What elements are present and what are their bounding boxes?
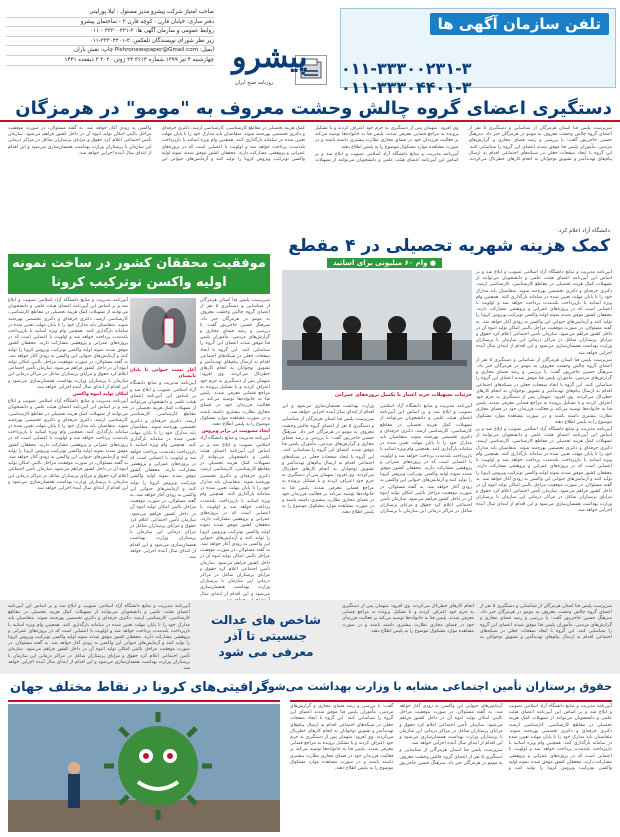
nurses-headline: حقوق پرستاران تأمین اجتماعی مشابه با وزارت بهداشت می‌شود [262, 680, 612, 693]
newspaper-logo: پیشرو [232, 40, 308, 75]
loan-kicker: دانشگاه آزاد اعلام کرد: [557, 228, 610, 234]
article-paragraph: آیین‌نامه مدیریت و منابع دانشگاه آزاد اسلامی تصویب و ابلاغ شد و بر اساس این آیین‌نامه اعضای هیئت علمی و دانشجویان می‌توانند از تسهیلات کمک هزینه تحصیلی در مقاطع کارشناسی، کارشناسی ارشد، دکتری حرفه‌ای و دکتری تخصصی بهره‌مند شوند. متقاضیان باید مدارک خود را تا پایان مهلت تعیین شده در سامانه بارگذاری کنند. همچنین وام ویژه اساتید با بازپرداخت بلندمدت پرداخت خواهد شد و اولویت با اعضایی است که در پروژه‌های عمرانی و پژوهشی مشارکت دارند. محققان کشور موفق شدند نمونه اولیه واکسن نوترکیب ویروس کرونا را تولید کنند و آزمایش‌های حیوانی این واکسن به زودی آغاز خواهد شد. به گفته مسئولان، در صورت موفقیت مراحل بالینی امکان تولید انبوه آن در داخل کشور فراهم می‌شود. سازمان تأمین اجتماعی اعلام کرد حقوق و مزایای پرستاران شاغل در مراکز درمانی این سازمان با پرستاران وزارت بهداشت همسان‌سازی می‌شود و این اقدام از ابتدای سال آینده اجرایی خواهد شد. [130, 381, 196, 561]
article-paragraph: سرپرست پلیس فتا استان هرمزگان از شناسایی و دستگیری ۵ نفر از اعضای گروه چالش وحشت معروف به مومو در هرمزگان خبر داد. سرهنگ حسین حاجی‌پور گفت: با بررسی و رصد فضای مجازی و گزارش‌های مردمی، مأموران پلیس فتا موفق شدند اعضای این گروه را شناسایی کنند. این گروه با ایجاد صفحات جعلی در شبکه‌های اجتماعی اقدام به ارسال پیام‌های تهدیدآمیز و تشویق نوجوانان به انجام کارهای خطرناک می‌کردند. وی افزود: متهمان پس از دستگیری به جرم خود اعتراف کردند و با تشکیل پرونده به مراجع قضایی معرفی شدند. پلیس فتا به خانواده‌ها توصیه می‌کند بر فعالیت فرزندان خود در فضای مجازی نظارت بیشتری داشته باشند و در صورت مشاهده موارد مشکوک موضوع را به پلیس اطلاع دهند. [315, 126, 612, 163]
loan-subtitle: ● وام ۶۰ میلیونی برای اساتید [327, 258, 442, 268]
university-photo [282, 270, 472, 390]
loan-text-left [282, 404, 472, 598]
info-line: زیر نظر شورای نویسندگان تلفکس: ۳-۳۳۳۰۴۴۰۱-۰۱۱ [6, 37, 214, 47]
ad-phones: ۰۱۱-۳۳۳۰۰۲۳۱-۳ ۰۱۱-۳۳۳۰۴۴۰۱-۳ [341, 59, 472, 97]
article-paragraph: آیین‌نامه مدیریت و منابع دانشگاه آزاد اسلامی تصویب و ابلاغ شد و بر اساس این آیین‌نامه اعضای هیئت علمی و دانشجویان می‌توانند از تسهیلات کمک هزینه تحصیلی در مقاطع کارشناسی، کارشناسی ارشد، دکتری حرفه‌ای و دکتری تخصصی بهره‌مند شوند. متقاضیان باید مدارک خود را تا پایان مهلت تعیین شده در سامانه بارگذاری کنند. همچنین وام ویژه اساتید با بازپرداخت بلندمدت پرداخت خواهد شد و اولویت با اعضایی است که در پروژه‌های عمرانی و پژوهشی مشارکت دارند. محققان کشور موفق شدند نمونه اولیه واکسن نوترکیب ویروس کرونا را تولید کنند و آزمایش‌های حیوانی این واکسن به زودی آغاز خواهد شد. به گفته مسئولان، در صورت موفقیت مراحل بالینی امکان تولید انبوه آن در داخل کشور فراهم می‌شود. سازمان تأمین اجتماعی اعلام کرد حقوق و مزایای پرستاران شاغل در مراکز درمانی این سازمان با پرستاران وزارت بهداشت همسان‌سازی می‌شود و این اقدام از ابتدای سال آینده اجرایی خواهد شد. [282, 404, 472, 515]
masthead [0, 0, 620, 97]
justice-text-right [342, 604, 612, 670]
vaccine-text-col2 [130, 368, 196, 598]
logo-subtitle: روزنامه صبح ایران [235, 80, 274, 86]
nurses-divider [290, 700, 612, 702]
vaccine-headline: موفقیت محققان کشور در ساخت نمونه اولیه واکسن نوترکیب کرونا [8, 254, 270, 294]
vaccine-subhead: ایجاد مصونیت در برابر ویروس [201, 429, 270, 435]
vaccine-text-col1 [8, 298, 128, 598]
article-paragraph: سرپرست پلیس فتا استان هرمزگان از شناسایی و دستگیری ۵ نفر از اعضای گروه چالش وحشت معروف به مومو در هرمزگان خبر داد. سرهنگ حسین حاجی‌پور گفت: با بررسی و رصد فضای مجازی و گزارش‌های مردمی، مأموران پلیس فتا موفق شدند اعضای این گروه را شناسایی کنند. این گروه با ایجاد صفحات جعلی در شبکه‌های اجتماعی اقدام به ارسال پیام‌های تهدیدآمیز و تشویق نوجوانان به انجام کارهای خطرناک می‌کردند. وی افزود: متهمان پس از دستگیری به جرم خود اعتراف کردند و با تشکیل پرونده به مراجع قضایی معرفی شدند. پلیس فتا به خانواده‌ها توصیه می‌کند بر فعالیت فرزندان خود در فضای مجازی نظارت بیشتری داشته باشند و در صورت مشاهده موارد مشکوک موضوع را به پلیس اطلاع دهند. [290, 704, 503, 772]
vaccine-photo [130, 298, 196, 364]
publisher-info [6, 8, 214, 86]
headline-divider [0, 120, 620, 122]
article-paragraph: سرپرست پلیس فتا استان هرمزگان از شناسایی و دستگیری ۵ نفر از اعضای گروه چالش وحشت معروف به مومو در هرمزگان خبر داد. سرهنگ حسین حاجی‌پور گفت: با بررسی و رصد فضای مجازی و گزارش‌های مردمی، مأموران پلیس فتا موفق شدند اعضای این گروه را شناسایی کنند. این گروه با ایجاد صفحات جعلی در شبکه‌های اجتماعی اقدام به ارسال پیام‌های تهدیدآمیز و تشویق نوجوانان به انجام کارهای خطرناک می‌کردند. وی افزود: متهمان پس از دستگیری به جرم خود اعتراف کردند و با تشکیل پرونده به مراجع قضایی معرفی شدند. پلیس فتا به خانواده‌ها توصیه می‌کند بر فعالیت فرزندان خود در فضای مجازی نظارت بیشتری داشته باشند و در صورت مشاهده موارد مشکوک موضوع را به پلیس اطلاع دهند. [342, 604, 612, 641]
article-paragraph: آیین‌نامه مدیریت و منابع دانشگاه آزاد اسلامی تصویب و ابلاغ شد و بر اساس این آیین‌نامه اعضای هیئت علمی و دانشجویان می‌توانند از تسهیلات کمک هزینه تحصیلی در مقاطع کارشناسی، کارشناسی ارشد، دکتری حرفه‌ای و دکتری تخصصی بهره‌مند شوند. متقاضیان باید مدارک خود را تا پایان مهلت تعیین شده در سامانه بارگذاری کنند. همچنین وام ویژه اساتید با بازپرداخت بلندمدت پرداخت خواهد شد و اولویت با اعضایی است که در پروژه‌های عمرانی و پژوهشی مشارکت دارند. محققان کشور موفق شدند نمونه اولیه واکسن نوترکیب ویروس کرونا را تولید کنند و آزمایش‌های حیوانی این واکسن به زودی آغاز خواهد شد. به گفته مسئولان، در صورت موفقیت مراحل بالینی امکان تولید انبوه آن در داخل کشور فراهم می‌شود. سازمان تأمین اجتماعی اعلام کرد حقوق و مزایای پرستاران شاغل در مراکز درمانی این سازمان با پرستاران وزارت بهداشت همسان‌سازی می‌شود و این اقدام از ابتدای سال آینده اجرایی خواهد شد. [476, 270, 612, 356]
vaccine-subhead: امکان تولید انبوه واکسن [72, 392, 128, 398]
article-paragraph: آیین‌نامه مدیریت و منابع دانشگاه آزاد اسلامی تصویب و ابلاغ شد و بر اساس این آیین‌نامه اعضای هیئت علمی و دانشجویان می‌توانند از تسهیلات کمک هزینه تحصیلی در مقاطع کارشناسی، کارشناسی ارشد، دکتری حرفه‌ای و دکتری تخصصی بهره‌مند شوند. متقاضیان باید مدارک خود را تا پایان مهلت تعیین شده در سامانه بارگذاری کنند. همچنین وام ویژه اساتید با بازپرداخت بلندمدت پرداخت خواهد شد و اولویت با اعضایی است که در پروژه‌های عمرانی و پژوهشی مشارکت دارند. محققان کشور موفق شدند نمونه اولیه واکسن نوترکیب ویروس کرونا را تولید کنند و آزمایش‌های حیوانی این واکسن به زودی آغاز خواهد شد. به گفته مسئولان، در صورت موفقیت مراحل بالینی امکان تولید انبوه آن در داخل کشور فراهم می‌شود. سازمان تأمین اجتماعی اعلام کرد حقوق و مزایای پرستاران شاغل در مراکز درمانی این سازمان با پرستاران وزارت بهداشت همسان‌سازی می‌شود و این اقدام از ابتدای سال آینده اجرایی خواهد شد. [399, 704, 612, 772]
justice-text-left [8, 604, 190, 670]
loan-headline: کمک هزینه شهریه تحصیلی در ۴ مقطع [288, 236, 610, 256]
article-paragraph: سرپرست پلیس فتا استان هرمزگان از شناسایی و دستگیری ۵ نفر از اعضای گروه چالش وحشت معروف به مومو در هرمزگان خبر داد. سرهنگ حسین حاجی‌پور گفت: با بررسی و رصد فضای مجازی و گزارش‌های مردمی، مأموران پلیس فتا موفق شدند اعضای این گروه را شناسایی کنند. این گروه با ایجاد صفحات جعلی در شبکه‌های اجتماعی اقدام به ارسال پیام‌های تهدیدآمیز و تشویق نوجوانان به انجام کارهای خطرناک می‌کردند. وی افزود: متهمان پس از دستگیری به جرم خود اعتراف کردند و با تشکیل پرونده به مراجع قضایی معرفی شدند. پلیس فتا به خانواده‌ها توصیه می‌کند بر فعالیت فرزندان خود در فضای مجازی نظارت بیشتری داشته باشند و در صورت مشاهده موارد مشکوک موضوع را به پلیس اطلاع دهند. [282, 417, 374, 516]
justice-headline: شاخص های عدالت جنسیتی تا آذر معرفی می شود [211, 613, 321, 659]
info-line: دفتر ساری: خیابان قارن - کوچه قارن ۳ - ساختمان پیشرو [6, 18, 214, 28]
main-headline-area [0, 96, 620, 122]
info-line: چهارشنبه ۴ تیر ۱۳۹۹ شماره ۳۶۱۴ ۲۴ ژوئن ۲۰۲۰ ۳ ذیقعده ۱۴۴۱ [6, 56, 214, 66]
article-paragraph: آیین‌نامه مدیریت و منابع دانشگاه آزاد اسلامی تصویب و ابلاغ شد و بر اساس این آیین‌نامه اعضای هیئت علمی و دانشجویان می‌توانند از تسهیلات کمک هزینه تحصیلی در مقاطع کارشناسی، کارشناسی ارشد، دکتری حرفه‌ای و دکتری تخصصی بهره‌مند شوند. متقاضیان باید مدارک خود را تا پایان مهلت تعیین شده در سامانه بارگذاری کنند. همچنین وام ویژه اساتید با بازپرداخت بلندمدت پرداخت خواهد شد و اولویت با اعضایی است که در پروژه‌های عمرانی و پژوهشی مشارکت دارند. محققان کشور موفق شدند نمونه اولیه واکسن نوترکیب ویروس کرونا را تولید کنند و آزمایش‌های حیوانی این واکسن به زودی آغاز خواهد شد. به گفته مسئولان، در صورت موفقیت مراحل بالینی امکان تولید انبوه آن در داخل کشور فراهم می‌شود. سازمان تأمین اجتماعی اعلام کرد حقوق و مزایای پرستاران شاغل در مراکز درمانی این سازمان با پرستاران وزارت بهداشت همسان‌سازی می‌شود و این اقدام از ابتدای سال آینده اجرایی خواهد شد. [8, 126, 459, 164]
vaccine-text-col3 [200, 298, 270, 598]
info-line: روابط عمومی و سازمان آگهی ها: ۲-۳۳۳۰۰۲۳۱ - ۰۱۱ [6, 27, 214, 37]
article-paragraph: سرپرست پلیس فتا استان هرمزگان از شناسایی و دستگیری ۵ نفر از اعضای گروه چالش وحشت معروف به مومو در هرمزگان خبر داد. سرهنگ حسین حاجی‌پور گفت: با بررسی و رصد فضای مجازی و گزارش‌های مردمی، مأموران پلیس فتا موفق شدند اعضای این گروه را شناسایی کنند. این گروه با ایجاد صفحات جعلی در شبکه‌های اجتماعی اقدام به ارسال پیام‌های تهدیدآمیز و تشویق نوجوانان به انجام کارهای خطرناک می‌کردند. وی افزود: متهمان پس از دستگیری به جرم خود اعتراف کردند و با تشکیل پرونده به مراجع قضایی معرفی شدند. پلیس فتا به خانواده‌ها توصیه می‌کند بر فعالیت فرزندان خود در فضای مجازی نظارت بیشتری داشته باشند و در صورت مشاهده موارد مشکوک موضوع را به پلیس اطلاع دهند. [476, 357, 612, 425]
vaccine-subhead: آغاز تست حیوانی تا پایان تابستان [130, 368, 196, 380]
article-paragraph: آیین‌نامه مدیریت و منابع دانشگاه آزاد اسلامی تصویب و ابلاغ شد و بر اساس این آیین‌نامه اعضای هیئت علمی و دانشجویان می‌توانند از تسهیلات کمک هزینه تحصیلی در مقاطع کارشناسی، کارشناسی ارشد، دکتری حرفه‌ای و دکتری تخصصی بهره‌مند شوند. متقاضیان باید مدارک خود را تا پایان مهلت تعیین شده در سامانه بارگذاری کنند. همچنین وام ویژه اساتید با بازپرداخت بلندمدت پرداخت خواهد شد و اولویت با اعضایی است که در پروژه‌های عمرانی و پژوهشی مشارکت دارند. محققان کشور موفق شدند نمونه اولیه واکسن نوترکیب ویروس کرونا را تولید کنند و آزمایش‌های حیوانی این واکسن به زودی آغاز خواهد شد. به گفته مسئولان، در صورت موفقیت مراحل بالینی امکان تولید انبوه آن در داخل کشور فراهم می‌شود. سازمان تأمین اجتماعی اعلام کرد حقوق و مزایای پرستاران شاغل در مراکز درمانی این سازمان با پرستاران وزارت بهداشت همسان‌سازی می‌شود و این اقدام از ابتدای سال آینده اجرایی خواهد شد. [476, 427, 612, 513]
ad-title: تلفن سازمان آگهی ها [430, 13, 609, 35]
info-line: صاحب امتیاز شرکت پیشرو مدیر مسئول : لیلا پورلیتی [6, 8, 214, 18]
article-paragraph: آیین‌نامه مدیریت و منابع دانشگاه آزاد اسلامی تصویب و ابلاغ شد و بر اساس این آیین‌نامه اعضای هیئت علمی و دانشجویان می‌توانند از تسهیلات کمک هزینه تحصیلی در مقاطع کارشناسی، کارشناسی ارشد، دکتری حرفه‌ای و دکتری تخصصی بهره‌مند شوند. متقاضیان باید مدارک خود را تا پایان مهلت تعیین شده در سامانه بارگذاری کنند. همچنین وام ویژه اساتید با بازپرداخت بلندمدت پرداخت خواهد شد و اولویت با اعضایی است که در پروژه‌های عمرانی و پژوهشی مشارکت دارند. محققان کشور موفق شدند نمونه اولیه واکسن نوترکیب ویروس کرونا را تولید کنند و آزمایش‌های حیوانی این واکسن به زودی آغاز خواهد شد. به گفته مسئولان، در صورت موفقیت مراحل بالینی امکان تولید انبوه آن در داخل کشور فراهم می‌شود. سازمان تأمین اجتماعی اعلام کرد حقوق و مزایای پرستاران شاغل در مراکز درمانی این سازمان با پرستاران وزارت بهداشت همسان‌سازی می‌شود و این اقدام از ابتدای سال آینده اجرایی خواهد شد. [8, 298, 128, 390]
loan-text-right [476, 270, 612, 598]
headline-article-text [8, 126, 612, 224]
main-headline: دستگیری اعضای گروه چالش وحشت معروف به "مومو" در هرمزگان [15, 98, 612, 119]
graffiti-photo [8, 704, 280, 832]
university-photo-caption: جزئیات تسهیلات خرید اعتبار با تکمیل بروژه‌های عمرانی [334, 392, 472, 398]
article-paragraph: آیین‌نامه مدیریت و منابع دانشگاه آزاد اسلامی تصویب و ابلاغ شد و بر اساس این آیین‌نامه اعضای هیئت علمی و دانشجویان می‌توانند از تسهیلات کمک هزینه تحصیلی در مقاطع کارشناسی، کارشناسی ارشد، دکتری حرفه‌ای و دکتری تخصصی بهره‌مند شوند. متقاضیان باید مدارک خود را تا پایان مهلت تعیین شده در سامانه بارگذاری کنند. همچنین وام ویژه اساتید با بازپرداخت بلندمدت پرداخت خواهد شد و اولویت با اعضایی است که در پروژه‌های عمرانی و پژوهشی مشارکت دارند. محققان کشور موفق شدند نمونه اولیه واکسن نوترکیب ویروس کرونا را تولید کنند و آزمایش‌های حیوانی این واکسن به زودی آغاز خواهد شد. به گفته مسئولان، در صورت موفقیت مراحل بالینی امکان تولید انبوه آن در داخل کشور فراهم می‌شود. سازمان تأمین اجتماعی اعلام کرد حقوق و مزایای پرستاران شاغل در مراکز درمانی این سازمان با پرستاران وزارت بهداشت همسان‌سازی می‌شود و این اقدام از ابتدای سال [200, 436, 270, 597]
article-paragraph: سرپرست پلیس فتا استان هرمزگان از شناسایی و دستگیری ۵ نفر از اعضای گروه چالش وحشت معروف به مومو در هرمزگان خبر داد. سرهنگ حسین حاجی‌پور گفت: با بررسی و رصد فضای مجازی و گزارش‌های مردمی، مأموران پلیس فتا موفق شدند اعضای این گروه را شناسایی کنند. این گروه با ایجاد صفحات جعلی در شبکه‌های اجتماعی اقدام به ارسال پیام‌های تهدیدآمیز و تشویق نوجوانان به انجام کارهای خطرناک می‌کردند. وی افزود: متهمان پس از دستگیری به جرم خود اعتراف کردند و با تشکیل پرونده به مراجع قضایی معرفی شدند. پلیس فتا به خانواده‌ها توصیه می‌کند بر فعالیت فرزندان خود در فضای مجازی نظارت بیشتری داشته باشند و در صورت مشاهده موارد مشکوک موضوع را به پلیس اطلاع دهند. [200, 298, 270, 428]
graffiti-headline: گرافیتی‌های کرونا در نقاط مختلف جهان [10, 680, 269, 695]
info-line: ایمیل: Pishronewspaper@Gmail.com چاپ: نقش باران [6, 46, 214, 56]
article-paragraph: آیین‌نامه مدیریت و منابع دانشگاه آزاد اسلامی تصویب و ابلاغ شد و بر اساس این آیین‌نامه اعضای هیئت علمی و دانشجویان می‌توانند از تسهیلات کمک هزینه تحصیلی در مقاطع کارشناسی، کارشناسی ارشد، دکتری حرفه‌ای و دکتری تخصصی بهره‌مند شوند. متقاضیان باید مدارک خود را تا پایان مهلت تعیین شده در سامانه بارگذاری کنند. همچنین وام ویژه اساتید با بازپرداخت بلندمدت پرداخت خواهد شد و اولویت با اعضایی است که در پروژه‌های عمرانی و پژوهشی مشارکت دارند. محققان کشور موفق شدند نمونه اولیه واکسن نوترکیب ویروس کرونا را تولید کنند و آزمایش‌های حیوانی این واکسن به زودی آغاز خواهد شد. به گفته مسئولان، در صورت موفقیت مراحل بالینی امکان تولید انبوه آن در داخل کشور فراهم می‌شود. سازمان تأمین اجتماعی اعلام کرد حقوق و مزایای پرستاران شاغل در مراکز درمانی این سازمان با پرستاران وزارت بهداشت همسان‌سازی می‌شود و این اقدام از ابتدای سال آینده اجرایی خواهد شد. [8, 604, 190, 672]
graffiti-divider [8, 700, 280, 702]
ad-phone-box [340, 8, 616, 97]
nurses-text [290, 704, 612, 832]
article-paragraph: آیین‌نامه مدیریت و منابع دانشگاه آزاد اسلامی تصویب و ابلاغ شد و بر اساس این آیین‌نامه اعضای هیئت علمی و دانشجویان می‌توانند از تسهیلات کمک هزینه تحصیلی در مقاطع کارشناسی، کارشناسی ارشد، دکتری حرفه‌ای و دکتری تخصصی بهره‌مند شوند. متقاضیان باید مدارک خود را تا پایان مهلت تعیین شده در سامانه بارگذاری کنند. همچنین وام ویژه اساتید با بازپرداخت بلندمدت پرداخت خواهد شد و اولویت با اعضایی است که در پروژه‌های عمرانی و پژوهشی مشارکت دارند. محققان کشور موفق شدند نمونه اولیه واکسن نوترکیب ویروس کرونا را تولید کنند و آزمایش‌های حیوانی این واکسن به زودی آغاز خواهد شد. به گفته مسئولان، در صورت موفقیت مراحل بالینی امکان تولید انبوه آن در داخل کشور فراهم می‌شود. سازمان تأمین اجتماعی اعلام کرد حقوق و مزایای پرستاران شاغل در مراکز درمانی این سازمان با پرستاران وزارت بهداشت همسان‌سازی می‌شود و این اقدام از ابتدای سال آینده اجرایی خواهد شد. [8, 399, 128, 492]
